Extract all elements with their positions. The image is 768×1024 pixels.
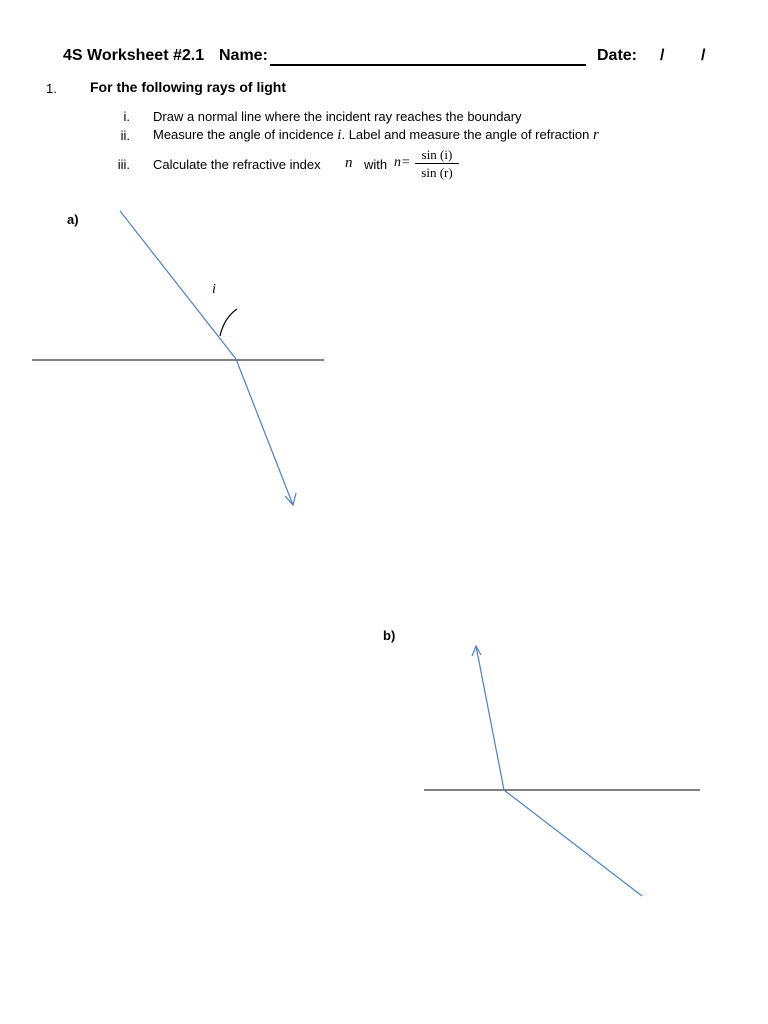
step-iii-with: with: [364, 157, 388, 172]
worksheet-title: 4S Worksheet #2.1: [63, 47, 205, 64]
date-slash-1: /: [660, 47, 665, 64]
angle-arc-a: [220, 309, 237, 336]
question-number: 1.: [46, 81, 57, 96]
date-slash-2: /: [701, 47, 706, 64]
step-ii-text-after: . Label and measure the angle of refraction: [341, 127, 593, 142]
incident-ray-a: [120, 211, 236, 359]
step-number-i: i.: [123, 109, 130, 124]
step-number-ii: ii.: [120, 128, 130, 143]
part-b-label: b): [383, 628, 396, 643]
part-a-label: a): [67, 212, 79, 227]
fraction-numerator: sin (i): [421, 147, 453, 162]
step-ii-text-before: Measure the angle of incidence: [153, 127, 338, 142]
refracted-ray-a: [236, 359, 293, 505]
incident-ray-b: [504, 790, 642, 896]
fraction-denominator: sin (r): [421, 165, 453, 180]
date-label: Date:: [597, 47, 638, 64]
question-text: For the following rays of light: [90, 79, 286, 95]
reflected-ray-b: [476, 646, 504, 790]
step-text-i: Draw a normal line where the incident ray reaches the boundary: [153, 109, 522, 124]
formula-lhs: n=: [394, 155, 411, 170]
variable-r: r: [592, 127, 599, 143]
step-number-iii: iii.: [117, 157, 130, 172]
angle-i-label: i: [212, 282, 216, 297]
name-label: Name:: [219, 47, 268, 64]
step-text-iii: Calculate the refractive index: [153, 157, 321, 172]
variable-i: i: [337, 127, 342, 143]
variable-n: n: [345, 155, 353, 171]
